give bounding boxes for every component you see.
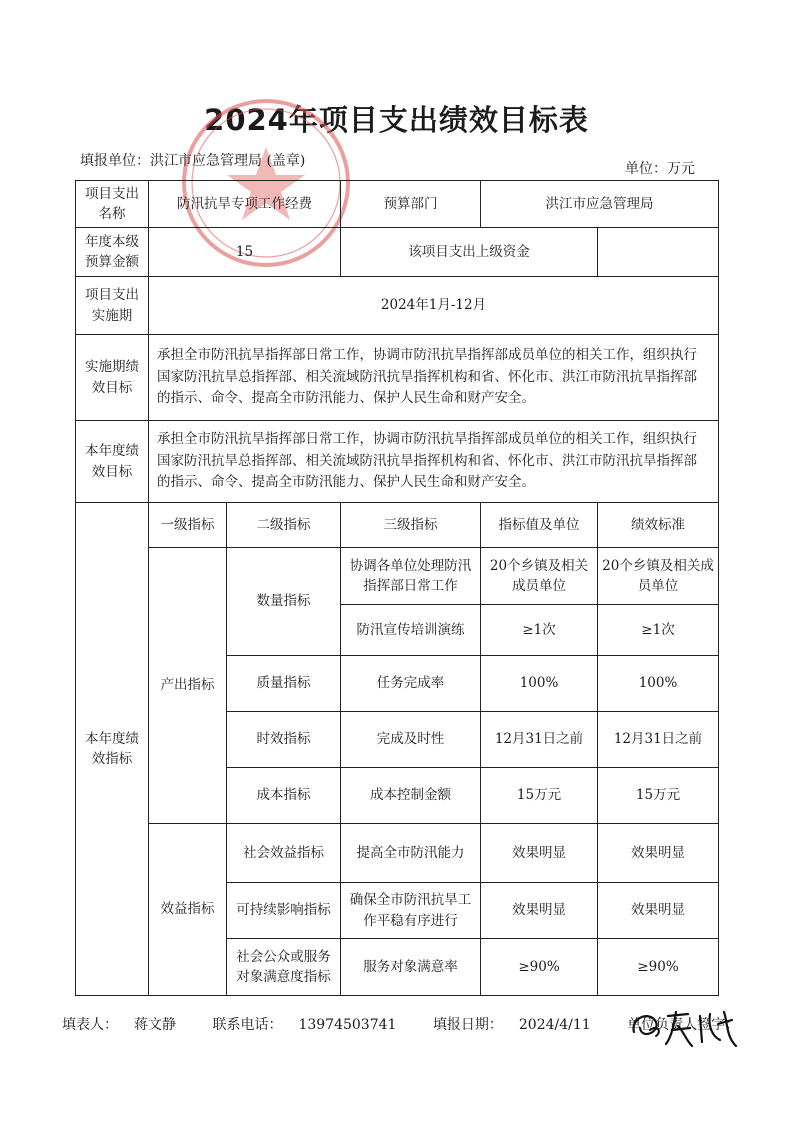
level2-cell: 可持续影响指标 — [227, 883, 341, 939]
value-cell: ≥1次 — [481, 605, 598, 656]
period-value: 2024年1月-12月 — [149, 277, 719, 335]
contact-phone-value: 13974503741 — [298, 1017, 397, 1033]
header-level2: 二级指标 — [227, 503, 341, 548]
standard-cell: 效果明显 — [598, 883, 719, 939]
reporting-unit: 填报单位：洪江市应急管理局 (盖章) — [80, 153, 306, 169]
project-name-value: 防汛抗旱专项工作经费 — [149, 181, 341, 228]
standard-cell: 100% — [598, 656, 719, 712]
level3-cell: 服务对象满意率 — [341, 939, 481, 996]
standard-cell: 12月31日之前 — [598, 712, 719, 768]
benefit-indicators-label: 效益指标 — [149, 824, 227, 996]
header-standard: 绩效标准 — [598, 503, 719, 548]
level3-cell: 防汛宣传培训演练 — [341, 605, 481, 656]
signature-label: 单位负责人签字： — [627, 1017, 740, 1033]
level2-cell: 质量指标 — [227, 656, 341, 712]
value-cell: 20个乡镇及相关成员单位 — [481, 548, 598, 605]
period-goal-label: 实施期绩效目标 — [76, 335, 149, 421]
value-cell: 100% — [481, 656, 598, 712]
standard-cell: ≥90% — [598, 939, 719, 996]
value-cell: ≥90% — [481, 939, 598, 996]
superior-funds-value — [598, 228, 719, 277]
output-indicators-label: 产出指标 — [149, 548, 227, 824]
header-level3: 三级指标 — [341, 503, 481, 548]
annual-goal-label: 本年度绩效目标 — [76, 421, 149, 503]
budget-dept-value: 洪江市应急管理局 — [481, 181, 719, 228]
filler-name: 蒋文静 — [134, 1017, 176, 1033]
level2-cell: 社会公众或服务对象满意度指标 — [227, 939, 341, 996]
budget-amount-label: 年度本级预算金额 — [76, 228, 149, 277]
header-level1: 一级指标 — [149, 503, 227, 548]
level3-cell: 协调各单位处理防汛指挥部日常工作 — [341, 548, 481, 605]
value-cell: 15万元 — [481, 768, 598, 824]
period-goal-text: 承担全市防汛抗旱指挥部日常工作，协调市防汛抗旱指挥部成员单位的相关工作，组织执行国家防汛抗旱总指挥部、相关流域防汛抗旱指挥机构和省、怀化市、洪江市防汛抗旱指挥部的指示、命令、提高全市防汛能力、保护人民生命和财产安全。 — [149, 335, 719, 421]
fill-date-value: 2024/4/11 — [518, 1017, 591, 1033]
value-cell: 效果明显 — [481, 883, 598, 939]
level3-cell: 任务完成率 — [341, 656, 481, 712]
level3-cell: 提高全市防汛能力 — [341, 824, 481, 883]
contact-phone: 联系电话： 13974503741 — [212, 1017, 397, 1033]
standard-cell: 效果明显 — [598, 824, 719, 883]
budget-amount-value: 15 — [149, 228, 341, 277]
page-title: 2024年项目支出绩效目标表 — [204, 103, 589, 137]
budget-dept-label: 预算部门 — [341, 181, 481, 228]
project-name-label: 项目支出名称 — [76, 181, 149, 228]
quantity-indicator-label: 数量指标 — [227, 548, 341, 656]
period-label: 项目支出实施期 — [76, 277, 149, 335]
superior-funds-label: 该项目支出上级资金 — [341, 228, 598, 277]
level3-cell: 完成及时性 — [341, 712, 481, 768]
fill-date: 填报日期： 2024/4/11 — [432, 1017, 591, 1033]
standard-cell: 15万元 — [598, 768, 719, 824]
standard-cell: 20个乡镇及相关成员单位 — [598, 548, 719, 605]
performance-goal-table — [75, 180, 719, 996]
level2-cell: 成本指标 — [227, 768, 341, 824]
seal-note: (盖章) — [266, 153, 306, 169]
handwritten-signature — [628, 1002, 743, 1054]
header-value-unit: 指标值及单位 — [481, 503, 598, 548]
indicators-section-label: 本年度绩效指标 — [76, 503, 149, 996]
filler: 填表人： 蒋文静 — [62, 1017, 176, 1033]
level3-cell: 成本控制金额 — [341, 768, 481, 824]
reporting-unit-value: 洪江市应急管理局 — [150, 153, 262, 169]
currency-unit-value: 万元 — [667, 161, 695, 177]
standard-cell: ≥1次 — [598, 605, 719, 656]
level2-cell: 时效指标 — [227, 712, 341, 768]
currency-unit: 单位：万元 — [625, 161, 695, 177]
level3-cell: 确保全市防汛抗旱工作平稳有序进行 — [341, 883, 481, 939]
level2-cell: 社会效益指标 — [227, 824, 341, 883]
annual-goal-text: 承担全市防汛抗旱指挥部日常工作，协调市防汛抗旱指挥部成员单位的相关工作，组织执行国家防汛抗旱总指挥部、相关流域防汛抗旱指挥机构和省、怀化市、洪江市防汛抗旱指挥部的指示、命令、提高全市防汛能力、保护人民生命和财产安全。 — [149, 421, 719, 503]
value-cell: 效果明显 — [481, 824, 598, 883]
value-cell: 12月31日之前 — [481, 712, 598, 768]
